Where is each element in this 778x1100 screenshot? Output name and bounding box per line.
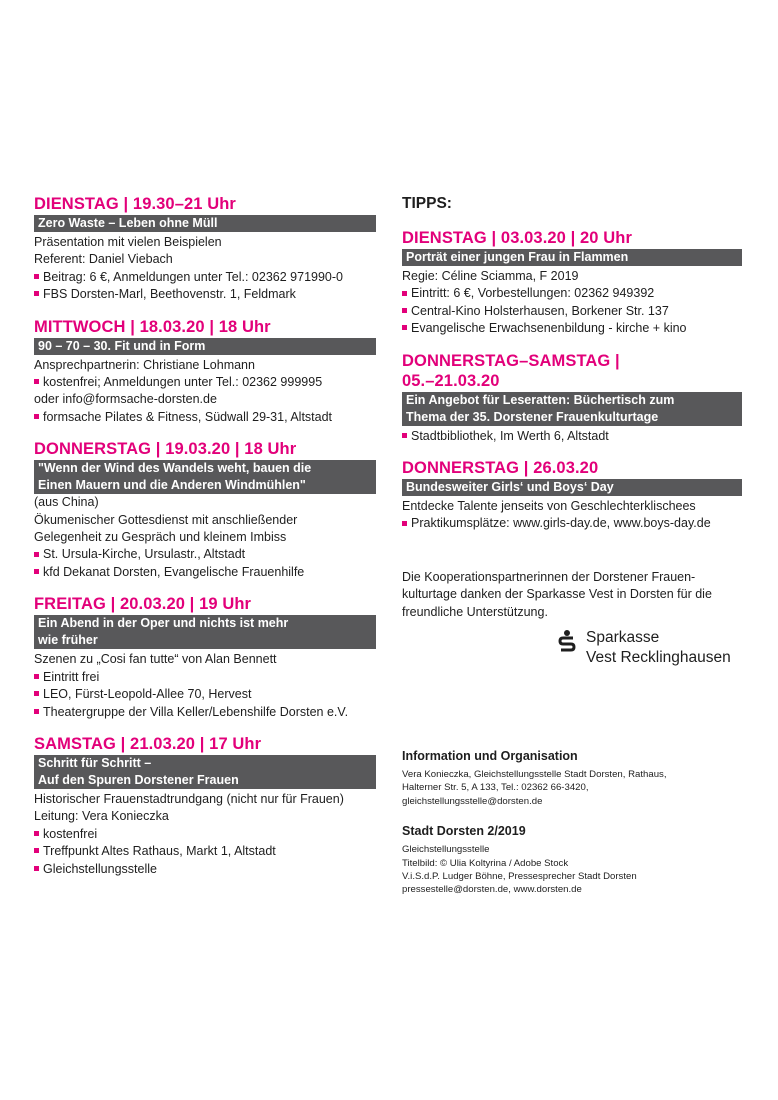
bullet-item: [402, 515, 742, 532]
bullet-item: [34, 546, 376, 563]
event-title-bar: [34, 338, 376, 355]
bullet-item: [34, 374, 376, 391]
event-title-line: Ein Abend in der Oper und nichts ist mehr: [38, 616, 289, 631]
event-line: Gelegenheit zu Gespräch und kleinem Imbiss: [34, 530, 287, 545]
bullet-item: [402, 320, 742, 337]
bullet-item: [34, 686, 376, 703]
event-title-line: Zero Waste – Leben ohne Müll: [38, 216, 218, 230]
bullet-text: kostenfrei; Anmeldungen unter Tel.: 02362 999995: [43, 375, 323, 390]
logo-line: Sparkasse: [586, 629, 660, 646]
bullet-item: [34, 861, 376, 878]
event-line: Ökumenischer Gottesdienst mit anschließender: [34, 512, 298, 527]
bullet-square-icon: [402, 521, 407, 526]
event-line: Historischer Frauenstadtrundgang (nicht nur für Frauen): [34, 791, 344, 806]
bullet-square-icon: [34, 848, 39, 853]
info-line: Vera Konieczka, Gleichstellungsstelle Stadt Dorsten, Rathaus,: [402, 769, 667, 780]
tipps-heading: TIPPS:: [402, 195, 452, 212]
sparkasse-logo: [558, 628, 748, 676]
bullet-text: Treffpunkt Altes Rathaus, Markt 1, Altstadt: [43, 844, 276, 859]
info-line: Halterner Str. 5, A 133, Tel.: 02362 66-3420,: [402, 782, 589, 794]
event-title-bar: [402, 392, 742, 426]
bullet-square-icon: [34, 674, 39, 679]
bullet-text: Theatergruppe der Villa Keller/Lebenshilfe Dorsten e.V.: [43, 704, 349, 719]
event-2: [34, 317, 376, 427]
bullet-item: [402, 428, 742, 445]
bullet-item: [34, 564, 376, 581]
info-line: Gleichstellungsstelle: [402, 844, 490, 856]
thanks-line: kulturtage danken der Sparkasse Vest in Dorsten für die: [402, 587, 712, 602]
info-email: gleichstellungsstelle@dorsten.de: [402, 795, 543, 807]
event-day: SAMSTAG | 21.03.20 | 17 Uhr: [34, 734, 262, 753]
event-4: [34, 594, 376, 721]
left-column: [34, 194, 376, 891]
bullet-text: Beitrag: 6 €, Anmeldungen unter Tel.: 02362 971990-0: [43, 269, 343, 284]
event-title-line: 90 – 70 – 30. Fit und in Form: [38, 338, 206, 353]
tipp-2: [402, 351, 742, 445]
bullet-text: Praktikumsplätze: www.girls-day.de, www.boys-day.de: [411, 516, 711, 531]
bullet-square-icon: [402, 308, 407, 313]
event-title-line: "Wenn der Wind des Wandels weht, bauen die: [38, 461, 312, 476]
event-day: DONNERSTAG | 26.03.20: [402, 459, 599, 478]
bullet-text: FBS Dorsten-Marl, Beethovenstr. 1, Feldmark: [43, 287, 296, 302]
event-1: [34, 194, 376, 304]
bullet-item: [34, 843, 376, 860]
event-day: DIENSTAG | 03.03.20 | 20 Uhr: [402, 229, 632, 247]
bullet-text: Eintritt: 6 €, Vorbestellungen: 02362 949392: [411, 286, 655, 301]
event-title-bar: [34, 615, 376, 649]
imprint: [402, 747, 742, 897]
event-title-bar: [34, 460, 376, 494]
event-day: DIENSTAG | 19.30–21 Uhr: [34, 195, 236, 213]
bullet-square-icon: [34, 291, 39, 296]
bullet-square-icon: [34, 414, 39, 419]
logo-line: Vest Recklinghausen: [586, 649, 731, 666]
sparkasse-logo-text: [586, 628, 731, 668]
thanks-line: Die Kooperationspartnerinnen der Dorstener Frauen-: [402, 569, 696, 584]
bullet-item: [34, 826, 376, 843]
event-title-bar: [402, 479, 742, 496]
thanks-line: freundliche Unterstützung.: [402, 605, 548, 620]
info-line: pressestelle@dorsten.de, www.dorsten.de: [402, 884, 582, 896]
bullet-text: formsache Pilates & Fitness, Südwall 29-31, Altstadt: [43, 409, 333, 424]
event-title-line: Ein Angebot für Leseratten: Büchertisch zum: [406, 392, 675, 407]
tipp-1: [402, 228, 742, 338]
event-line: Entdecke Talente jenseits von Geschlechterklischees: [402, 499, 696, 514]
info-line: V.i.S.d.P. Ludger Böhne, Pressesprecher Stadt Dorsten: [402, 871, 637, 883]
bullet-square-icon: [402, 291, 407, 296]
bullet-item: [402, 303, 742, 320]
bullet-item: [402, 285, 742, 302]
event-title-line: Auf den Spuren Dorstener Frauen: [38, 772, 239, 787]
bullet-item: [34, 669, 376, 686]
event-title-bar: [34, 755, 376, 789]
event-line: Referent: Daniel Viebach: [34, 252, 173, 267]
event-5: [34, 734, 376, 878]
bullet-square-icon: [34, 709, 39, 714]
event-line: oder info@formsache-dorsten.de: [34, 392, 217, 407]
bullet-text: Gleichstellungsstelle: [43, 861, 157, 876]
bullet-square-icon: [402, 325, 407, 330]
bullet-square-icon: [34, 274, 39, 279]
bullet-text: kfd Dekanat Dorsten, Evangelische Frauenhilfe: [43, 564, 305, 579]
tipp-3: [402, 458, 742, 533]
bullet-text: St. Ursula-Kirche, Ursulastr., Altstadt: [43, 547, 246, 562]
bullet-item: [34, 409, 376, 426]
bullet-square-icon: [34, 569, 39, 574]
bullet-square-icon: [34, 379, 39, 384]
event-title-line: Thema der 35. Dorstener Frauenkulturtage: [406, 409, 659, 424]
bullet-text: Evangelische Erwachsenenbildung - kirche + kino: [411, 321, 687, 336]
event-day: MITTWOCH | 18.03.20 | 18 Uhr: [34, 317, 271, 336]
event-title-line: Einen Mauern und die Anderen Windmühlen": [38, 478, 306, 493]
bullet-text: Stadtbibliothek, Im Werth 6, Altstadt: [411, 428, 609, 443]
bullet-text: LEO, Fürst-Leopold-Allee 70, Hervest: [43, 687, 252, 702]
event-day: DONNERSTAG–SAMSTAG |: [402, 351, 620, 370]
bullet-text: Central-Kino Holsterhausen, Borkener Str. 137: [411, 303, 669, 318]
info-heading: Information und Organisation: [402, 749, 578, 763]
event-title-bar: [402, 249, 742, 266]
bullet-square-icon: [34, 866, 39, 871]
event-line: Präsentation mit vielen Beispielen: [34, 235, 222, 249]
bullet-square-icon: [34, 831, 39, 836]
bullet-text: Eintritt frei: [43, 669, 100, 684]
event-day: 05.–21.03.20: [402, 371, 500, 390]
bullet-square-icon: [34, 691, 39, 696]
thanks-text: [402, 569, 742, 622]
event-day: DONNERSTAG | 19.03.20 | 18 Uhr: [34, 440, 297, 459]
bullet-square-icon: [34, 552, 39, 557]
event-line: Szenen zu „Cosi fan tutte“ von Alan Bennett: [34, 652, 277, 667]
event-line: Regie: Céline Sciamma, F 2019: [402, 269, 579, 283]
event-day: FREITAG | 20.03.20 | 19 Uhr: [34, 595, 252, 614]
right-column: [402, 194, 742, 622]
event-title-line: wie früher: [38, 633, 98, 648]
publisher-heading: Stadt Dorsten 2/2019: [402, 824, 526, 839]
event-title-line: Porträt einer jungen Frau in Flammen: [406, 250, 629, 264]
event-title-line: Schritt für Schritt –: [38, 755, 152, 770]
event-title-bar: [34, 215, 376, 232]
event-title-line: Bundesweiter Girls‘ und Boys‘ Day: [406, 480, 614, 495]
sparkasse-s-icon: [558, 630, 576, 652]
bullet-item: [34, 269, 376, 286]
event-line: (aus China): [34, 495, 99, 510]
event-3: [34, 439, 376, 581]
bullet-item: [34, 286, 376, 303]
event-line: Leitung: Vera Konieczka: [34, 809, 169, 824]
bullet-text: kostenfrei: [43, 826, 98, 841]
bullet-item: [34, 704, 376, 721]
event-line: Ansprechpartnerin: Christiane Lohmann: [34, 357, 255, 372]
info-line: Titelbild: © Ulia Koltyrina / Adobe Stock: [402, 857, 569, 869]
bullet-square-icon: [402, 433, 407, 438]
